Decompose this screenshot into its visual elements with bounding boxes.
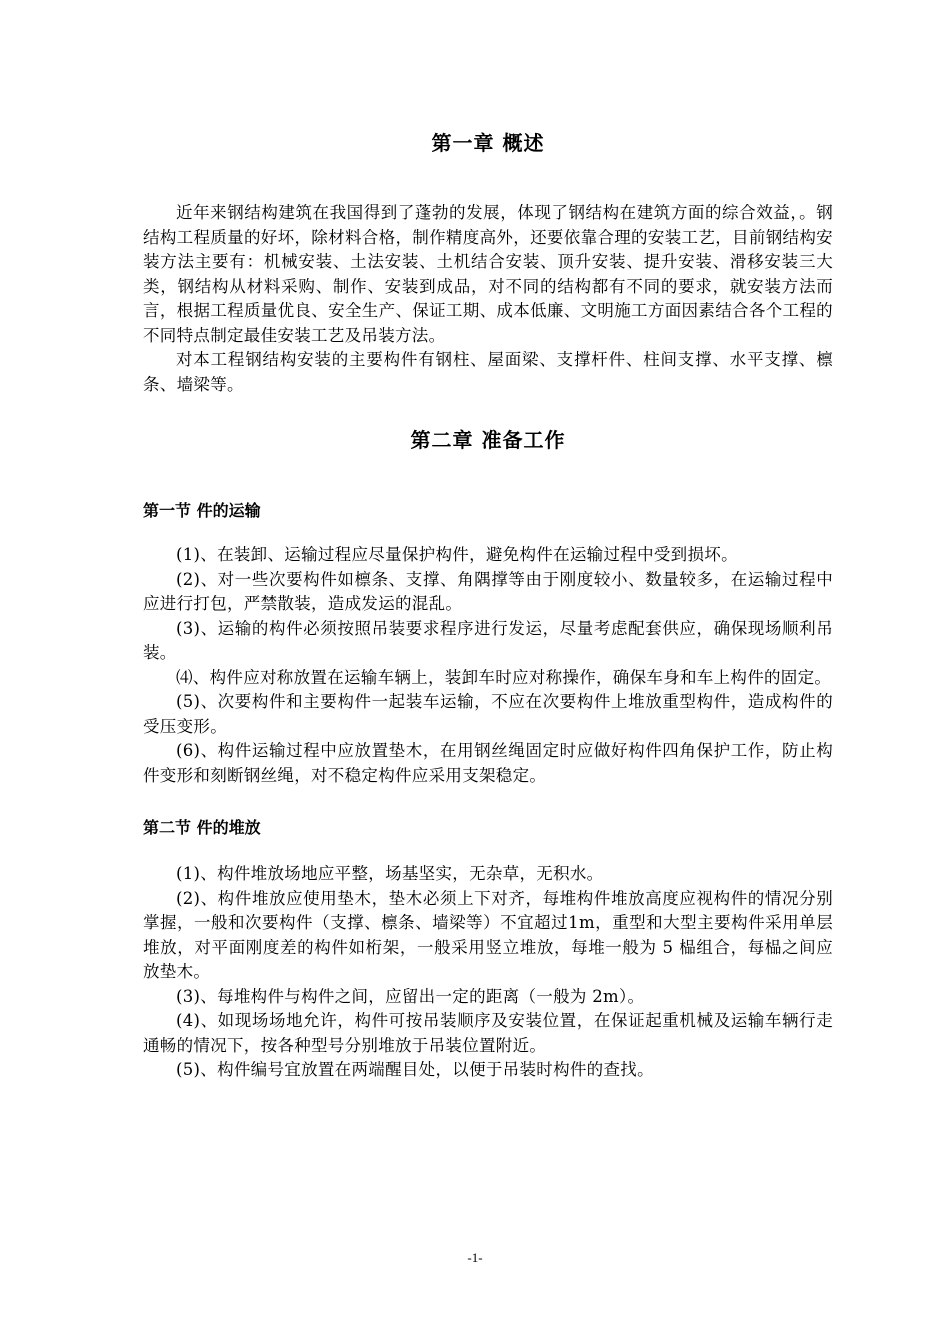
intro-paragraph: 近年来钢结构建筑在我国得到了蓬勃的发展，体现了钢结构在建筑方面的综合效益，。钢结构工程质量的好坏，除材料合格，制作精度高外，还要依靠合理的安装工艺，目前钢结构安装方法主要有：机械安装、土法安装、土机结合安装、顶升安装、提升安装、滑移安装三大类，钢结构从材料采购、制作、安装到成品，对不同的结构都有不同的要求，就安装方法而言，根据工程质量优良、安全生产、保证工期、成本低廉、文明施工方面因素结合各个工程的不同特点制定最佳安装工艺及吊装方法。: [143, 203, 833, 345]
list-item: (2)、对一些次要构件如檩条、支撑、角隅撑等由于刚度较小、数量较多，在运输过程中应进行打包，严禁散装，造成发运的混乱。: [143, 569, 833, 613]
list-item: (5)、构件编号宜放置在两端醒目处，以便于吊装时构件的查找。: [176, 1060, 654, 1079]
list-item: (6)、构件运输过程中应放置垫木，在用钢丝绳固定时应做好构件四角保护工作，防止构件变形和刻断钢丝绳，对不稳定构件应采用支架稳定。: [143, 741, 833, 785]
page-content: [143, 128, 833, 1083]
list-item: (1)、构件堆放场地应平整，场基坚实，无杂草，无积水。: [176, 864, 604, 883]
components-paragraph: 对本工程钢结构安装的主要构件有钢柱、屋面梁、支撑杆件、柱间支撑、水平支撑、檩条、墙梁等。: [143, 350, 833, 394]
section-2-title: 第二节 件的堆放: [143, 818, 261, 837]
list-item: ⑷、构件应对称放置在运输车辆上，装卸车时应对称操作，确保车身和车上构件的固定。: [176, 667, 832, 687]
list-item: (1)、在装卸、运输过程应尽量保护构件，避免构件在运输过程中受到损坏。: [176, 545, 738, 564]
chapter-1-title: 第一章 概述: [431, 131, 545, 155]
transport-list: [143, 543, 833, 788]
list-item: (2)、构件堆放应使用垫木，垫木必须上下对齐，每堆构件堆放高度应视构件的情况分别掌握，一般和次要构件（支撑、檩条、墙梁等）不宜超过1m，重型和大型主要构件采用单层堆放，对平面刚度差的构件如桁架，一般采用竖立堆放，每堆一般为 5 榀组合，每榀之间应放垫木。: [143, 888, 833, 981]
section-1-title: 第一节 件的运输: [143, 501, 261, 520]
list-item: (5)、次要构件和主要构件一起装车运输，不应在次要构件上堆放重型构件，造成构件的受压变形。: [143, 692, 833, 736]
chapter-1-body: [143, 201, 833, 397]
list-item: (4)、如现场场地允许，构件可按吊装顺序及安装位置，在保证起重机械及运输车辆行走通畅的情况下，按各种型号分别堆放于吊装位置附近。: [143, 1011, 833, 1055]
storage-list: [143, 862, 833, 1083]
list-item: (3)、运输的构件必须按照吊装要求程序进行发运，尽量考虑配套供应，确保现场顺利吊装。: [143, 618, 833, 662]
chapter-2-title: 第二章 准备工作: [410, 428, 566, 452]
page-number: -1-: [467, 1250, 483, 1265]
list-item: (3)、每堆构件与构件之间，应留出一定的距离（一般为 2m）。: [176, 986, 645, 1006]
